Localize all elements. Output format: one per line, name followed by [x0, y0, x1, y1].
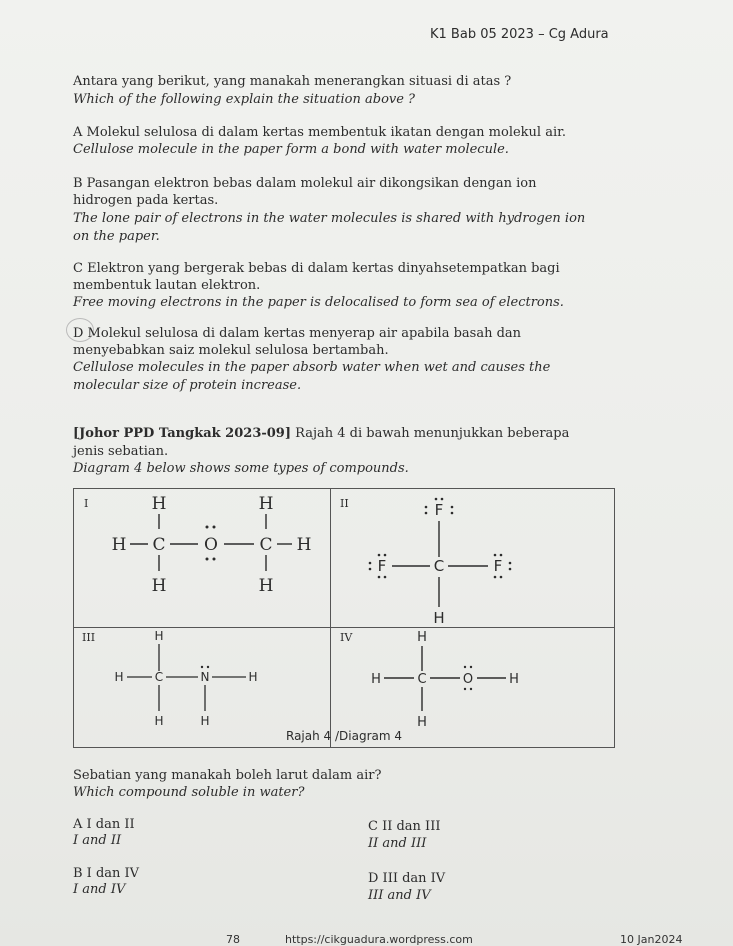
- diagram-caption: Rajah 4 /Diagram 4: [286, 729, 402, 743]
- atom-f: F: [493, 557, 503, 575]
- panel-label-iv: IV: [340, 631, 353, 644]
- q2-option-d-en: III and IV: [368, 888, 431, 903]
- q1-option-c-en: Free moving electrons in the paper is delocalised to form sea of electrons.: [73, 295, 564, 310]
- panel-label-iii: III: [82, 631, 96, 644]
- q1-option-d-en-2: molecular size of protein increase.: [73, 378, 302, 393]
- q1-option-b-ms-2: hidrogen pada kertas.: [73, 193, 219, 208]
- q2-option-c-en: II and III: [368, 836, 427, 851]
- q1-option-b-en-2: on the paper.: [73, 229, 160, 244]
- panel-label-ii: II: [340, 497, 349, 510]
- q1-question-ms: Antara yang berikut, yang manakah menerangkan situasi di atas ?: [73, 74, 512, 89]
- footer-date: 10 Jan2024: [620, 933, 683, 946]
- atom-c: C: [417, 672, 427, 687]
- atom-h: H: [200, 714, 210, 728]
- q1-option-a-en: Cellulose molecule in the paper form a bond with water molecule.: [73, 142, 509, 157]
- atom-c: C: [259, 535, 273, 555]
- panel-label-i: I: [84, 497, 89, 510]
- q2-option-a-en: I and II: [73, 833, 122, 848]
- q2-intro-ms-1: Rajah 4 di bawah menunjukkan beberapa: [295, 426, 570, 441]
- atom-c: C: [154, 670, 164, 684]
- atom-f: F: [377, 557, 387, 575]
- q2-option-a-ms: A I dan II: [73, 817, 135, 832]
- q1-option-c-ms-2: membentuk lautan elektron.: [73, 278, 261, 293]
- q1-option-d-ms-2: menyebabkan saiz molekul selulosa bertambah.: [73, 343, 389, 358]
- atom-h: H: [248, 670, 258, 684]
- footer-url: https://cikguadura.wordpress.com: [285, 933, 473, 946]
- q1-option-a-ms: A Molekul selulosa di dalam kertas membentuk ikatan dengan molekul air.: [73, 125, 567, 140]
- atom-h: H: [296, 535, 312, 555]
- page-header: [430, 27, 609, 42]
- diagram-structures: [74, 489, 614, 747]
- atom-h: H: [509, 672, 519, 687]
- header-code: K1 Bab 05 2023 – Cg Adura: [430, 27, 609, 42]
- atom-h: H: [417, 715, 427, 730]
- atom-h: H: [154, 714, 164, 728]
- compound-diagram: [73, 488, 615, 748]
- q1-question-en: Which of the following explain the situation above ?: [73, 92, 416, 107]
- q2-question-en: Which compound soluble in water?: [73, 785, 305, 800]
- q1-option-d-en-1: Cellulose molecules in the paper absorb water when wet and causes the: [73, 360, 551, 375]
- atom-c: C: [433, 557, 445, 575]
- q2-intro-en: Diagram 4 below shows some types of compounds.: [73, 461, 409, 476]
- q2-option-b-en: I and IV: [73, 882, 126, 897]
- compound-iii: [114, 629, 257, 728]
- atom-h: H: [151, 494, 167, 514]
- q2-intro-ms-2: jenis sebatian.: [73, 444, 169, 459]
- atom-h: H: [154, 629, 164, 643]
- footer-page-number: 78: [226, 933, 240, 946]
- atom-o: O: [204, 535, 218, 555]
- q2-question-ms: Sebatian yang manakah boleh larut dalam air?: [73, 768, 382, 783]
- atom-n: N: [200, 670, 210, 684]
- compound-ii: [369, 498, 512, 627]
- q1-option-d-ms-1: D Molekul selulosa di dalam kertas menyerap air apabila basah dan: [73, 326, 522, 341]
- atom-h: H: [151, 576, 167, 596]
- q2-source: [Johor PPD Tangkak 2023-09]: [73, 426, 291, 441]
- q2-intro-line1: [73, 425, 633, 442]
- atom-h: H: [258, 494, 274, 514]
- q2-option-d-ms: D III dan IV: [368, 871, 446, 886]
- atom-h: H: [114, 670, 124, 684]
- atom-h: H: [417, 630, 427, 645]
- atom-o: O: [462, 672, 474, 687]
- q2-option-c-ms: C II dan III: [368, 819, 441, 834]
- q1-option-b-en-1: The lone pair of electrons in the water molecules is shared with hydrogen ion: [73, 211, 586, 226]
- compound-i: [112, 494, 312, 596]
- atom-h: H: [371, 672, 381, 687]
- atom-h: H: [433, 609, 445, 627]
- q2-option-b-ms: B I dan IV: [73, 866, 140, 881]
- q1-option-b-ms-1: B Pasangan elektron bebas dalam molekul air dikongsikan dengan ion: [73, 176, 537, 191]
- atom-c: C: [152, 535, 166, 555]
- atom-h: H: [111, 535, 127, 555]
- atom-f: F: [434, 501, 444, 519]
- atom-h: H: [258, 576, 274, 596]
- q1-option-c-ms-1: C Elektron yang bergerak bebas di dalam kertas dinyahsetempatkan bagi: [73, 261, 560, 276]
- compound-iv: [371, 630, 519, 730]
